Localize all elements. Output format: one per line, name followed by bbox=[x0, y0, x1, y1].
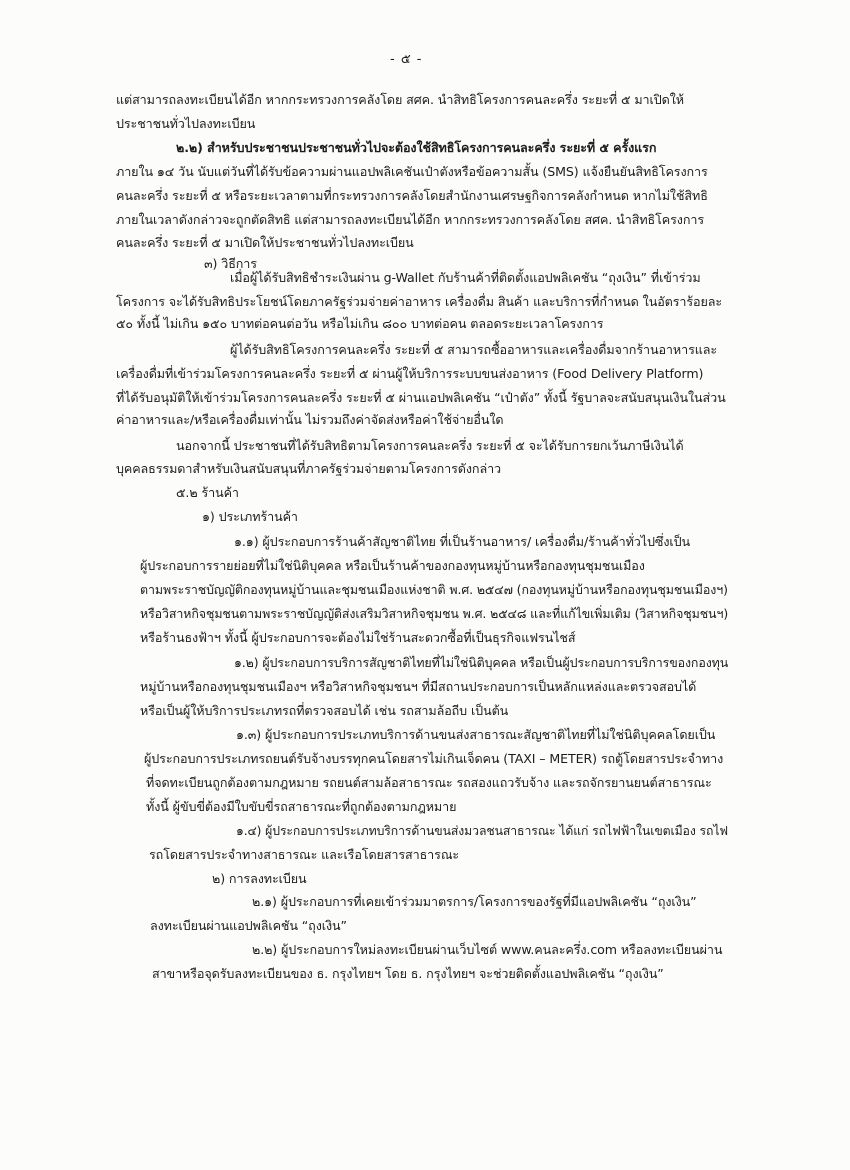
text-line: ภายใน ๑๔ วัน นับแต่วันที่ได้รับข้อความผ่านแอปพลิเคชันเป๋าตังหรือข้อความสั้น (SMS) แจ้งยืนยันสิทธิโครงการ bbox=[116, 164, 708, 179]
text-line: คนละครึ่ง ระยะที่ ๕ มาเปิดให้ประชาชนทั่วไปลงทะเบียน bbox=[116, 235, 414, 250]
text-line: หมู่บ้านหรือกองทุนชุมชนเมืองฯ หรือวิสาหกิจชุมชนฯ ที่มีสถานประกอบการเป็นหลักแหล่งและตรวจสอบได้ bbox=[140, 679, 697, 694]
page-number: - ๕ - bbox=[390, 52, 423, 67]
text-line: โครงการ จะได้รับสิทธิประโยชน์โดยภาครัฐร่วมจ่ายค่าอาหาร เครื่องดื่ม สินค้า และบริการที่กำหนด ในอัตราร้อยละ bbox=[116, 294, 723, 309]
text-line: ตามพระราชบัญญัติกองทุนหมู่บ้านและชุมชนเมืองแห่งชาติ พ.ศ. ๒๕๔๗ (กองทุนหมู่บ้านหรือกองทุนชุมชนเมืองฯ) bbox=[140, 582, 728, 597]
text-line: ๒.๑) ผู้ประกอบการที่เคยเข้าร่วมมาตรการ/โครงการของรัฐที่มีแอปพลิเคชัน “ถุงเงิน” bbox=[252, 894, 697, 909]
section-heading: ๑) ประเภทร้านค้า bbox=[202, 509, 298, 524]
text-line: ๑.๒) ผู้ประกอบการบริการสัญชาติไทยที่ไม่ใช่นิติบุคคล หรือเป็นผู้ประกอบการบริการของกองทุน bbox=[234, 655, 729, 670]
text-line: ผู้ได้รับสิทธิโครงการคนละครึ่ง ระยะที่ ๕ สามารถซื้ออาหารและเครื่องดื่มจากร้านอาหารและ bbox=[230, 342, 718, 357]
text-line: คนละครึ่ง ระยะที่ ๕ หรือระยะเวลาตามที่กระทรวงการคลังโดยสำนักงานเศรษฐกิจการคลังกำหนด หากไม่ใช้สิทธิ bbox=[116, 188, 708, 203]
text-line: แต่สามารถลงทะเบียนได้อีก หากกระทรวงการคลังโดย สศค. นำสิทธิโครงการคนละครึ่ง ระยะที่ ๕ มาเปิดให้ bbox=[116, 92, 684, 107]
text-line: หรือเป็นผู้ให้บริการประเภทรถที่ตรวจสอบได้ เช่น รถสามล้อถีบ เป็นต้น bbox=[140, 703, 509, 718]
section-heading: ๒) การลงทะเบียน bbox=[212, 871, 307, 886]
section-heading: ๕.๒ ร้านค้า bbox=[176, 485, 239, 500]
text-line: ๑.๓) ผู้ประกอบการประเภทบริการด้านขนส่งสาธารณะสัญชาติไทยที่ไม่ใช่นิติบุคคลโดยเป็น bbox=[236, 727, 716, 742]
text-line: ๒.๒) ผู้ประกอบการใหม่ลงทะเบียนผ่านเว็บไซต์ www.คนละครึ่ง.com หรือลงทะเบียนผ่าน bbox=[252, 942, 723, 957]
section-heading: ๓) วิธีการ bbox=[204, 256, 257, 271]
text-line: ๑.๔) ผู้ประกอบการประเภทบริการด้านขนส่งมวลชนสาธารณะ ได้แก่ รถไฟฟ้าในเขตเมือง รถไฟ bbox=[236, 823, 729, 838]
text-line: ๑.๑) ผู้ประกอบการร้านค้าสัญชาติไทย ที่เป็นร้านอาหาร/ เครื่องดื่ม/ร้านค้าทั่วไปซึ่งเป็น bbox=[234, 534, 690, 549]
text-line: บุคคลธรรมดาสำหรับเงินสนับสนุนที่ภาครัฐร่วมจ่ายตามโครงการดังกล่าว bbox=[116, 461, 502, 476]
text-line: นอกจากนี้ ประชาชนที่ได้รับสิทธิตามโครงการคนละครึ่ง ระยะที่ ๕ จะได้รับการยกเว้นภาษีเงินได้ bbox=[176, 438, 684, 453]
text-line: เมื่อผู้ได้รับสิทธิชำระเงินผ่าน g-Wallet กับร้านค้าที่ติดตั้งแอปพลิเคชัน “ถุงเงิน” ที่เข้าร่วม bbox=[230, 270, 701, 285]
text-line: เครื่องดื่มที่เข้าร่วมโครงการคนละครึ่ง ระยะที่ ๕ ผ่านผู้ให้บริการระบบขนส่งอาหาร (Food Delivery Platform) bbox=[116, 366, 704, 381]
text-line: ผู้ประกอบการประเภทรถยนต์รับจ้างบรรทุกคนโดยสารไม่เกินเจ็ดคน (TAXI – METER) รถตู้โดยสารประจำทาง bbox=[144, 751, 724, 766]
text-line: ๕๐ ทั้งนี้ ไม่เกิน ๑๕๐ บาทต่อคนต่อวัน หรือไม่เกิน ๘๐๐ บาทต่อคน ตลอดระยะเวลาโครงการ bbox=[116, 316, 604, 331]
text-line: ค่าอาหารและ/หรือเครื่องดื่มเท่านั้น ไม่รวมถึงค่าจัดส่งหรือค่าใช้จ่ายอื่นใด bbox=[116, 412, 504, 427]
section-heading: ๒.๒) สำหรับประชาชนประชาชนทั่วไปจะต้องใช้สิทธิโครงการคนละครึ่ง ระยะที่ ๕ ครั้งแรก bbox=[176, 140, 657, 155]
text-line: ประชาชนทั่วไปลงทะเบียน bbox=[116, 116, 256, 131]
text-line: ภายในเวลาดังกล่าวจะถูกตัดสิทธิ แต่สามารถลงทะเบียนได้อีก หากกระทรวงการคลังโดย สศค. นำสิทธิโครงการ bbox=[116, 212, 705, 227]
text-line: รถโดยสารประจำทางสาธารณะ และเรือโดยสารสาธารณะ bbox=[149, 847, 460, 862]
text-line: ที่จดทะเบียนถูกต้องตามกฎหมาย รถยนต์สามล้อสาธารณะ รถสองแถวรับจ้าง และรถจักรยานยนต์สาธารณะ bbox=[146, 775, 712, 790]
text-line: หรือวิสาหกิจชุมชนตามพระราชบัญญัติส่งเสริมวิสาหกิจชุมชน พ.ศ. ๒๕๔๘ และที่แก้ไขเพิ่มเติม (วิสาหกิจชุมชนฯ) bbox=[140, 606, 729, 621]
text-line: ลงทะเบียนผ่านแอปพลิเคชัน “ถุงเงิน” bbox=[150, 918, 347, 933]
text-line: สาขาหรือจุดรับลงทะเบียนของ ธ. กรุงไทยฯ โดย ธ. กรุงไทยฯ จะช่วยติดตั้งแอปพลิเคชัน “ถุงเงิน” bbox=[152, 966, 664, 981]
text-line: หรือร้านธงฟ้าฯ ทั้งนี้ ผู้ประกอบการจะต้องไม่ใช่ร้านสะดวกซื้อที่เป็นธุรกิจแฟรนไชส์ bbox=[140, 630, 576, 645]
text-line: ผู้ประกอบการรายย่อยที่ไม่ใช่นิติบุคคล หรือเป็นร้านค้าของกองทุนหมู่บ้านหรือกองทุนชุมชนเมือง bbox=[140, 558, 645, 573]
text-line: ทั้งนี้ ผู้ขับขี่ต้องมีใบขับขี่รถสาธารณะที่ถูกต้องตามกฎหมาย bbox=[146, 799, 457, 814]
text-line: ที่ได้รับอนุมัติให้เข้าร่วมโครงการคนละครึ่ง ระยะที่ ๕ ผ่านแอปพลิเคชัน “เป๋าตัง” ทั้งนี้ รัฐบาลจะสนับสนุนเงินในส่วน bbox=[116, 390, 726, 405]
